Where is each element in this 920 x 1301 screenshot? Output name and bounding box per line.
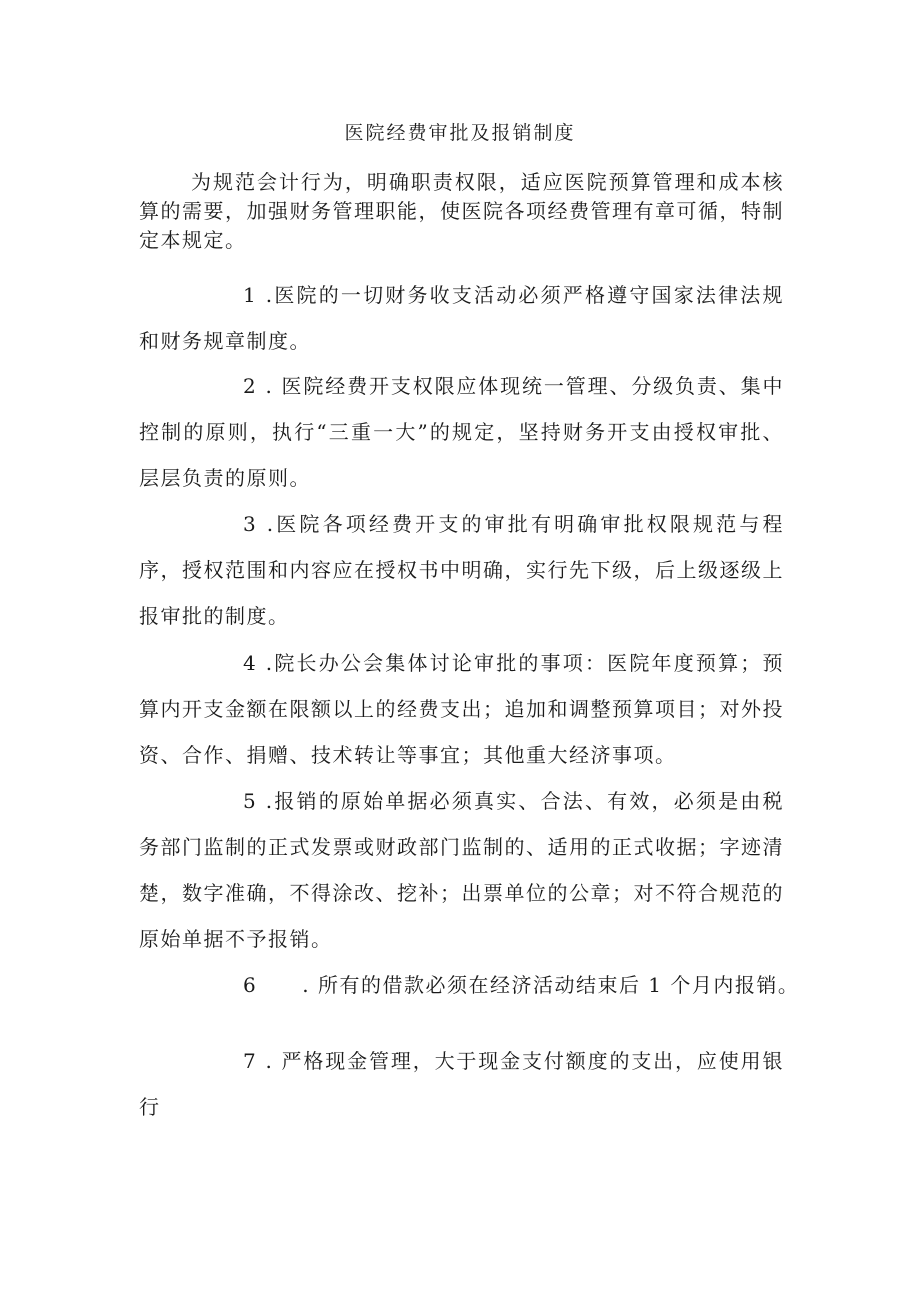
clause-5 bbox=[139, 778, 784, 962]
clause-number: 2 bbox=[243, 374, 258, 398]
clause-1 bbox=[139, 272, 784, 364]
clause-number: 1 bbox=[243, 283, 258, 307]
clause-text: .医院各项经费开支的审批有明确审批权限规范与程序，授权范围和内容应在授权书中明确，实行先下级，后上级逐级上报审批的制度。 bbox=[139, 512, 784, 628]
clause-7 bbox=[139, 1038, 784, 1130]
clause-number: 6 bbox=[243, 973, 258, 997]
clause-6 bbox=[139, 962, 819, 1008]
clause-number: 3 bbox=[243, 512, 258, 536]
clause-text: . 医院经费开支权限应体现统一管理、分级负责、集中控制的原则，执行“三重一大”的规定，坚持财务开支由授权审批、层层负责的原则。 bbox=[139, 374, 784, 490]
clause-text: .报销的原始单据必须真实、合法、有效，必须是由税务部门监制的正式发票或财政部门监制的、适用的正式收据；字迹清楚，数字准确，不得涂改、挖补；出票单位的公章；对不符合规范的原始单据不予报销。 bbox=[139, 789, 784, 951]
clause-text: . 严格现金管理，大于现金支付额度的支出，应使用银行 bbox=[139, 1049, 784, 1119]
clause-text: .院长办公会集体讨论审批的事项：医院年度预算；预算内开支金额在限额以上的经费支出；追加和调整预算项目；对外投资、合作、捐赠、技术转让等事宜；其他重大经济事项。 bbox=[139, 651, 784, 767]
document-title: 医院经费审批及报销制度 bbox=[344, 122, 576, 144]
clause-3 bbox=[139, 501, 784, 639]
clause-text: .医院的一切财务收支活动必须严格遵守国家法律法规和财务规章制度。 bbox=[139, 283, 784, 353]
clause-number: 7 bbox=[243, 1049, 258, 1073]
clause-number: 5 bbox=[243, 789, 258, 813]
intro-paragraph: 为规范会计行为，明确职责权限，适应医院预算管理和成本核算的需要，加强财务管理职能，使医院各项经费管理有章可循，特制定本规定。 bbox=[139, 170, 784, 252]
clause-text: . 所有的借款必须在经济活动结束后 1 个月内报销。 bbox=[302, 973, 800, 997]
clause-2 bbox=[139, 363, 784, 501]
clause-number: 4 bbox=[243, 651, 258, 675]
clause-4 bbox=[139, 640, 784, 778]
